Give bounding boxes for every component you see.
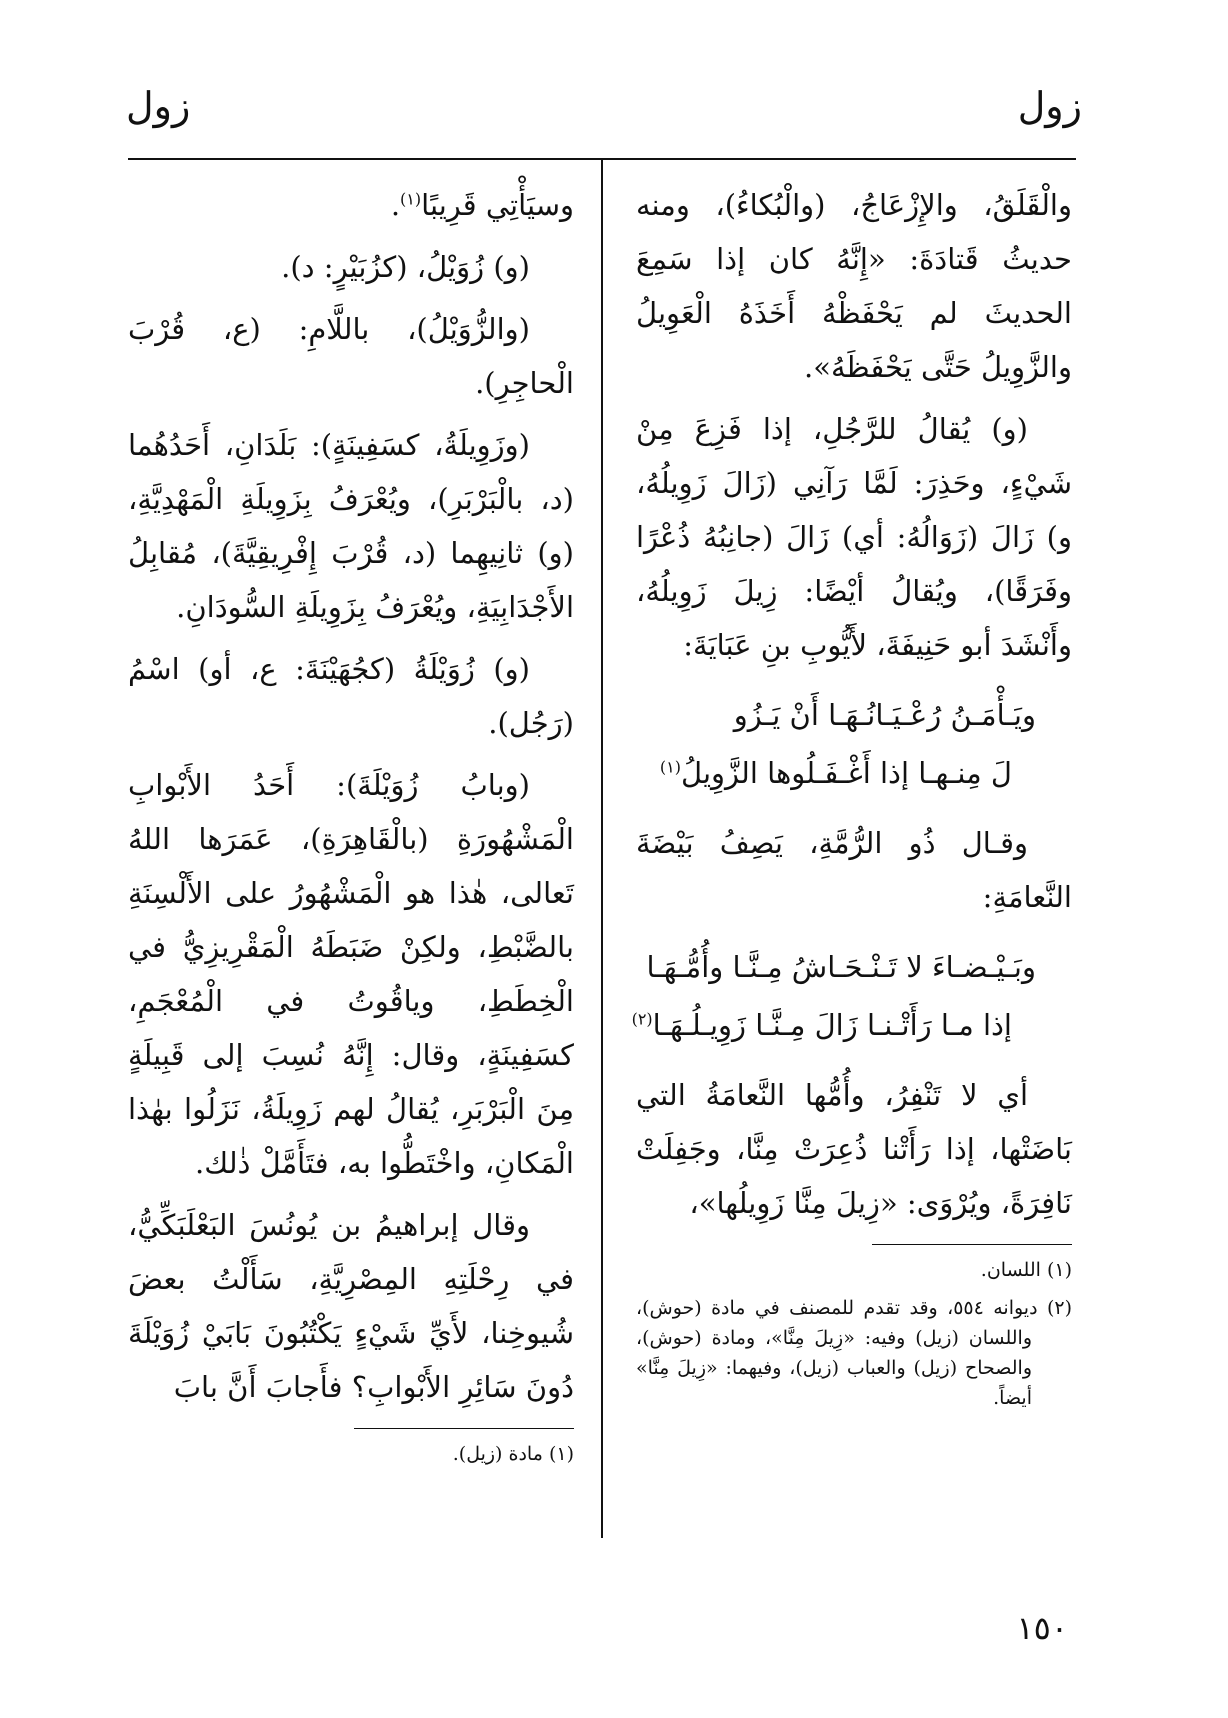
paragraph [128, 178, 574, 232]
verse-line [636, 744, 1072, 802]
paragraph: وقـال ذُو الرُّمَّةِ، يَصِفُ بَيْضَةَ النَّعامَةِ: [636, 826, 1072, 914]
footnote [128, 1439, 574, 1469]
verse-text: إذا مـا رَأَتْـنـا زَالَ مِـنَّـا زَوِيـلُـهَـا [652, 1008, 1012, 1042]
footnote-marker: (١) [659, 757, 682, 777]
paragraph: (وزَوِيلَةُ، كسَفِينَةٍ): بَلَدَانِ، أَحَدُهُما (د، بالْبَرْبَرِ)، ويُعْرَفُ بِزَوِيلَةِ الْمَهْدِيَّةِ، (و) ثانِيهِما (د، قُرْبَ إِفْرِيقِيَّةَ)، مُقابِلُ الأَجْدَابِيَةِ، ويُعْرَفُ بِزَوِيلَةِ السُّودَانِ. [128, 428, 574, 624]
paragraph-end: . [390, 188, 401, 222]
footnote-text: مادة (زيل). [452, 1443, 543, 1465]
paragraph-text: وسيَأْتِي قَرِيبًا [421, 188, 574, 222]
footnote-marker: (١) [400, 189, 422, 209]
verse-line: ويَـأْمَـنُ رُعْـيَـانُـهَـا أَنْ يَـزُو [733, 698, 1036, 732]
paragraph: (وبابُ زُوَيْلَةَ): أَحَدُ الأَبْوابِ الْمَشْهُورَةِ (بالْقَاهِرَةِ)، عَمَرَها اللهُ تَعالى، هٰذا هو الْمَشْهُورُ على الأَلْسِنَةِ بالضَّبْطِ، ولكِنْ ضَبَطَهُ الْمَقْرِيزِيُّ في الْخِطَطِ، وياقُوتُ في الْمُعْجَمِ، كسَفِينَةٍ، وقال: إِنَّهُ نُسِبَ إلى قَبِيلَةٍ مِنَ الْبَرْبَرِ، يُقالُ لهم زَوِيلَةُ، نَزَلُوا بهٰذا الْمَكانِ، واخْتَطُّوا به، فتَأَمَّلْ ذٰلك. [128, 768, 574, 1180]
right-column [631, 178, 1072, 1421]
paragraph: (والزُّوَيْلُ)، باللَّامِ: (ع، قُرْبَ الْحاجِرِ). [128, 312, 574, 400]
verse [636, 686, 1072, 802]
paragraph: وقال إبراهيمُ بن يُونُسَ البَعْلَبَكِّيُّ، في رِحْلَتِهِ المِصْرِيَّةِ، سَأَلْتُ بعضَ شُيوخِنا، لأَيِّ شَيْءٍ يَكْتُبُونَ بَابَيْ زُوَيْلَةَ دُونَ سَائِرِ الأَبْوابِ؟ فأَجابَ أَنَّ بابَ [128, 1208, 574, 1404]
verse-text: لَ مِنـهـا إذا أَغْـفَـلُوها الزَّوِيلُ [681, 756, 1012, 790]
paragraph: (و) زُوَيْلُ، (كزُبَيْرٍ: د). [281, 250, 530, 284]
column-divider [601, 158, 603, 1538]
footnote [636, 1255, 1072, 1285]
verse-line [631, 996, 1072, 1054]
page-number: ١٥٠ [1016, 1609, 1068, 1647]
footnote-marker: (٢) [631, 1009, 653, 1029]
verse [631, 938, 1072, 1054]
paragraph: (و) زُوَيْلَةُ (كجُهَيْنَةَ: ع، أو) اسْمُ (رَجُل). [128, 652, 574, 740]
footnote-number: (١) [1046, 1259, 1072, 1281]
footnote-number: (٢) [1046, 1297, 1072, 1319]
footnote-number: (١) [548, 1443, 574, 1465]
footnote [636, 1293, 1072, 1413]
left-column [128, 178, 574, 1477]
footnote-text: اللسان. [980, 1259, 1041, 1281]
footnote-rule [872, 1244, 1072, 1245]
paragraph: والْقَلَقُ، والإِزْعَاجُ، (والْبُكاءُ)، ومنه حديثُ قَتادَةَ: «إِنَّهُ كان إذا سَمِعَ الحديثَ لم يَحْفَظْهُ أَخَذَهُ الْعَوِيلُ والزَّوِيلُ حَتَّى يَحْفَظَهُ». [636, 188, 1072, 384]
verse-line: وبَـيْـضـاءَ لا تَـنْـحَـاشُ مِـنَّـا وأُمُّـهَـا [646, 950, 1036, 984]
footnote-text: ديوانه ٥٥٤، وقد تقدم للمصنف في مادة (حوش)، واللسان (زيل) وفيه: «زِيلَ مِنَّا»، ومادة (حوش)، والصحاح (زيل) والعباب (زيل)، وفيهما: «زِيلَ مِنَّا» أيضاً. [636, 1297, 1038, 1409]
header-right-word: زول [1017, 84, 1082, 128]
footnote-rule [354, 1428, 574, 1429]
header-left-word: زول [126, 84, 191, 128]
paragraph: (و) يُقالُ للرَّجُلِ، إذا فَزِعَ مِنْ شَيْءٍ، وحَذِرَ: لَمَّا رَآنِي (زَالَ زَوِيلُهُ، و) زَالَ (زَوَالُهُ: أي) زَالَ (جانِبُهُ ذُعْرًا وفَرَقًا)، ويُقالُ أيْضًا: زِيلَ زَوِيلُهُ، وأَنْشَدَ أبو حَنِيفَةَ، لأَيُّوبِ بنِ عَبَايَةَ: [636, 412, 1072, 662]
paragraph: أي لا تَنْفِرُ، وأُمُّها النَّعامَةُ التي بَاضَتْها، إذا رَأَتْنا ذُعِرَتْ مِنَّا، وجَفِلَتْ نَافِرَةً، ويُرْوَى: «زِيلَ مِنَّا زَوِيلُها»، [636, 1078, 1072, 1220]
